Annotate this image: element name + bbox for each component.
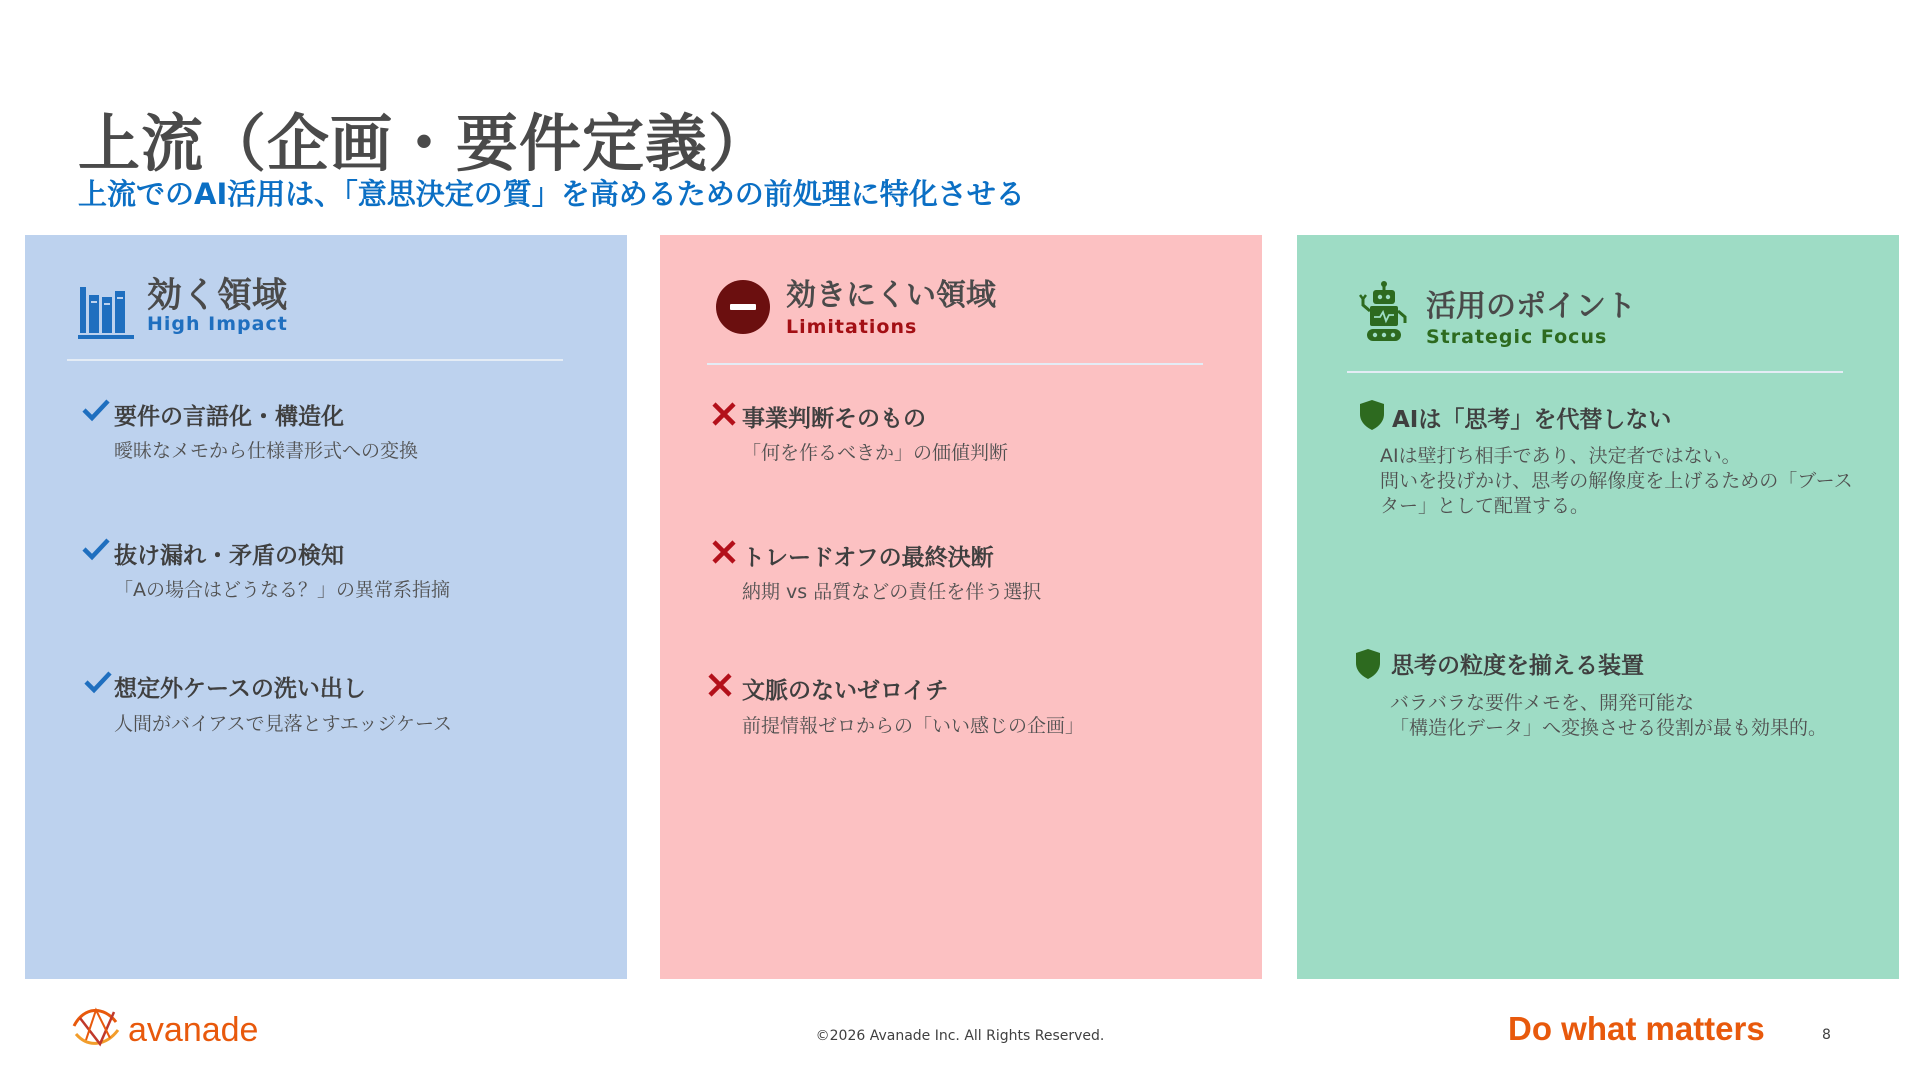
limitation-item-3-desc: 前提情報ゼロからの「いい感じの企画」	[742, 715, 1085, 737]
avanade-logo-text: avanade	[128, 1011, 259, 1049]
panel-high-impact	[25, 235, 627, 979]
focus-item-1-desc	[1380, 444, 1853, 519]
check-icon	[83, 670, 113, 698]
desc-line: 問いを投げかけ、思考の解像度を上げるための「ブース	[1380, 470, 1853, 492]
slide-subtitle: 上流でのAI活用は、「意思決定の質」を高めるための前処理に特化させる	[78, 177, 1025, 211]
limitation-item-1-desc: 「何を作るべきか」の価値判断	[742, 442, 1009, 464]
panel-title: 効きにくい領域	[786, 278, 996, 313]
copyright-text: ©2026 Avanade Inc. All Rights Reserved.	[815, 1028, 1105, 1044]
minus-circle-icon	[715, 279, 771, 339]
limitation-item-3-head: 文脈のないゼロイチ	[742, 678, 949, 704]
focus-item-2-head: 思考の粒度を揃える装置	[1391, 653, 1644, 679]
panel-title: 活用のポイント	[1426, 289, 1636, 324]
panel-subtitle: High Impact	[147, 313, 288, 335]
shield-icon	[1359, 399, 1385, 435]
panel-strategic-focus	[1297, 235, 1899, 979]
panel-divider	[707, 363, 1203, 365]
x-icon	[710, 538, 738, 570]
impact-item-2-desc: 「Aの場合はどうなる？」の異常系指摘	[114, 579, 450, 601]
robot-icon	[1359, 281, 1409, 347]
tagline: Do what matters	[1508, 1010, 1765, 1047]
shield-icon	[1355, 648, 1381, 684]
panel-subtitle: Strategic Focus	[1426, 326, 1608, 348]
panel-divider	[67, 359, 563, 361]
panel-limitations	[660, 235, 1262, 979]
books-icon	[78, 283, 136, 345]
desc-line: AIは壁打ち相手であり、決定者ではない。	[1380, 445, 1741, 467]
desc-line: 「構造化データ」へ変換させる役割が最も効果的。	[1390, 717, 1828, 739]
limitation-item-1-head: 事業判断そのもの	[742, 406, 926, 432]
impact-item-1-head: 要件の言語化・構造化	[114, 404, 344, 430]
panel-title: 効く領域	[147, 276, 288, 316]
check-icon	[81, 537, 111, 565]
x-icon	[710, 400, 738, 432]
panel-subtitle: Limitations	[786, 316, 918, 338]
panel-divider	[1347, 371, 1843, 373]
impact-item-3-desc: 人間がバイアスで見落とすエッジケース	[114, 713, 453, 735]
limitation-item-2-head: トレードオフの最終決断	[742, 545, 994, 571]
limitation-item-2-desc: 納期 vs 品質などの責任を伴う選択	[742, 581, 1042, 603]
impact-item-3-head: 想定外ケースの洗い出し	[114, 676, 366, 702]
focus-item-1-head: AIは「思考」を代替しない	[1392, 407, 1672, 433]
impact-item-1-desc: 曖昧なメモから仕様書形式への変換	[114, 440, 419, 462]
x-icon	[706, 671, 734, 703]
focus-item-2-desc	[1390, 691, 1827, 741]
impact-item-2-head: 抜け漏れ・矛盾の検知	[114, 543, 344, 569]
desc-line: バラバラな要件メモを、開発可能な	[1390, 692, 1695, 714]
page-number: 8	[1822, 1027, 1831, 1043]
check-icon	[81, 398, 111, 426]
slide-title: 上流（企画・要件定義）	[78, 107, 772, 180]
desc-line: ター」として配置する。	[1380, 495, 1590, 517]
